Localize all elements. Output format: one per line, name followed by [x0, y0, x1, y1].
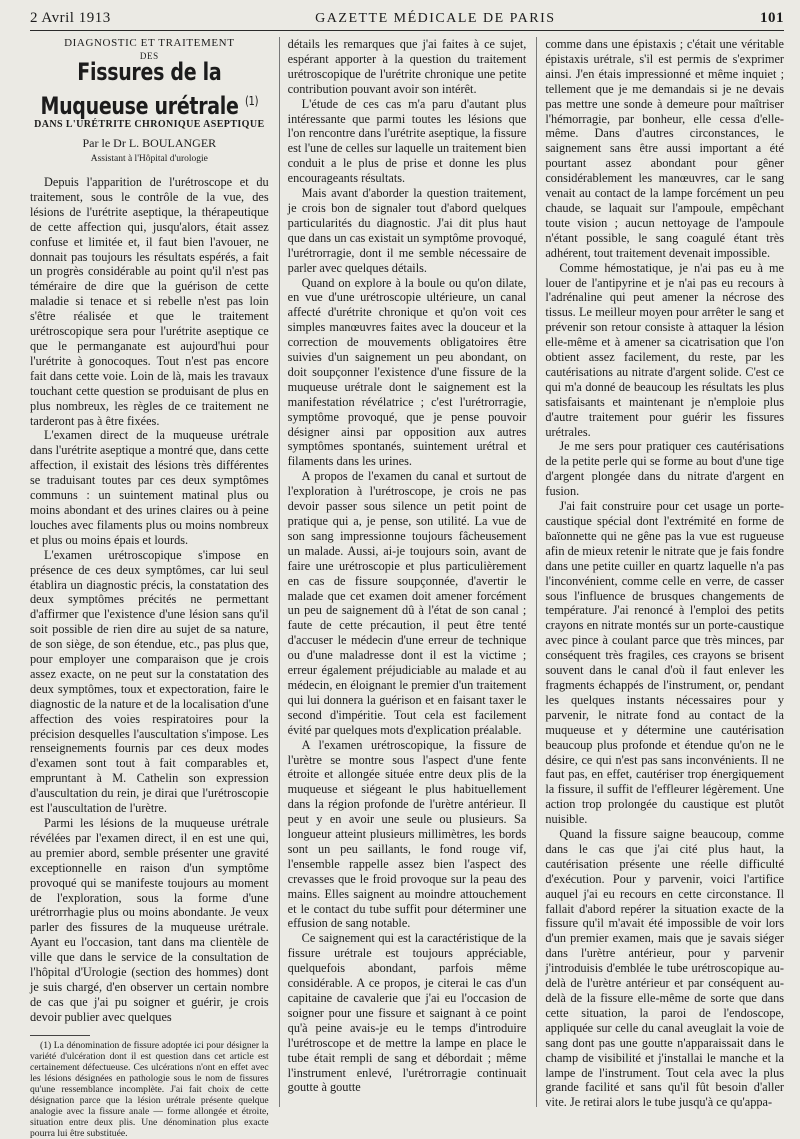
footnote-marker: (1) — [244, 94, 259, 109]
text-columns — [30, 37, 785, 1139]
paragraph: Parmi les lésions de la muqueuse urétrale révélées par l'examen direct, il en est une qui, au premier abord, semble présenter une gravité exceptionnelle en raison d'un symptôme provoqué qui se manifeste toujours au moment de l'exploration, sous la forme d'une urétrorrhagie plus ou moins abondante. Je veux parler des fissures de la muqueuse urétrale. Ayant eu l'occasion, tant dans ma clientèle de ville que dans le service de la consultation de l'hôpital d'Urologie (section des hommes) dont je suis chargé, d'en observer un certain nombre de cas que j'ai pu soigner et guérir, je crois devoir publier avec quelques — [30, 816, 269, 1024]
paragraph: Je me sers pour pratiquer ces cautérisations de la petite perle qui se forme au bout d'une tige d'argent plongée dans du nitrate d'argent en fusion. — [545, 439, 785, 499]
article-subtitle: DANS L'URÉTRITE CHRONIQUE ASEPTIQUE — [34, 119, 265, 131]
footnote-rule — [30, 1035, 90, 1036]
paragraph: comme dans une épistaxis ; c'était une véritable épistaxis urétrale, s'il est permis de s'exprimer ainsi. J'en étais impressionné et même inquiet ; tellement que je me demandais si je ne devais pas mettre une sonde à demeure pour maîtriser l'hémorragie, par bonheur, elle cessa d'elle-même. Dans d'autres circonstances, le saignement sans être aussi important a été pourtant assez abondant pour gêner considérablement les manœuvres, car le sang venait au contact de la lampe forcément un peu chaude, se laquait sur l'ampoule, empêchant toute vision ; aucun nettoyage de l'ampoule n'étant possible, le sang coagulé étant très adhérent, tout traitement devenait impossible. — [545, 37, 785, 260]
paragraph: J'ai fait construire pour cet usage un porte-caustique spécial dont l'extrémité en forme de baïonnette qui ne gêne pas la vue est rugueuse afin de mieux retenir le nitrate que je fais fondre dans une petite cuiller en quartz laquelle n'a pas l'inconvénient, comme celle en verre, de casser sous l'influence de brusques changements de température. J'ai renoncé à l'emploi des petits crayons en nitrate montés sur un porte-caustique avec pince à coulant parce que très minces, par conséquent très fragiles, ces crayons se brisent souvent dans le canal d'où il faut enlever les fragments échappés de l'instrument, or, pendant les quelques instants nécessaires pour y parvenir, le nitrate fond au contact de la muqueuse et y détermine une cautérisation beaucoup plus profonde et étendue qu'on ne le désire, ce qui n'est pas sans inconvénients. Il ne faut pas, en effet, cautériser trop énergiquement la fissure, il suffit de l'effleurer légèrement. Une action trop prolongée du caustique est plutôt nuisible. — [545, 499, 785, 827]
paragraph: L'examen urétroscopique s'impose en présence de ces deux symptômes, car lui seul établira un diagnostic précis, la constatation des deux symptômes précités ne permettant d'affirmer que l'existence d'une lésion sans qu'il soit possible de rien dire au sujet de sa nature, de son siège, de son étendue, etc., pas plus que, pour employer une comparaison que je crois assez exacte, on ne peut sur la constatation des deux symptômes, toux et expectoration, faire le diagnostic de la nature et de la localisation d'une affection des voies respiratoires pour la précision desquelles l'auscultation s'impose. Les renseignements fournis par ces deux modes d'examen sont tout à fait comparables et, empruntant à M. Cathelin son expression d'auscultation du rein, je dirai que l'urétroscopie est l'auscultation de l'urètre. — [30, 547, 269, 816]
paragraph: Mais avant d'aborder la question traitement, je crois bon de signaler tout d'abord quelques particularités du diagnostic. J'ai dit plus haut que dans un cas existait un symptôme provoqué, l'urétrorragie, dont il me semble nécessaire de parler avec quelques détails. — [287, 186, 527, 275]
footnote: (1) La dénomination de fissure adoptée ici pour désigner la variété d'ulcération dont il est question dans cet article est certainement défectueuse. Ces ulcérations n'ont en effet avec les lésions désignées en pathologie sous le nom de fissures qu'une ressemblance incomplète. J'ai fait choix de cette désignation parce que la lésion urétrale présente quelque analogie avec la fissure anale — forme allongée et étroite, situation entre deux plis. Une dénomination plus exacte pourra lui être substituée. — [30, 1039, 269, 1139]
column-right — [536, 37, 785, 1110]
article-title: Fissures de la Muqueuse urétrale $^{(1)}$ — [40, 58, 259, 121]
issue-date: 2 Avril 1913 — [30, 10, 111, 26]
paragraph: Quand on explore à la boule ou qu'on dilate, en vue d'une urétroscopie ultérieure, un canal affecté d'urétrite chronique et qu'on voit ces simples manœuvres faites avec la douceur et la correction de mouvements obligatoires être suivies d'un saignement un peu abondant, on doit soupçonner l'existence d'une fissure de la muqueuse urétrale dont le saignement est la manifestation révélatrice ; c'est l'urétrorragie, symptôme provoqué, que je pense pouvoir désigner ainsi par opposition aux autres symptômes spontanés, suintement urétral et filaments dans les urines. — [287, 275, 527, 469]
paragraph: Quand la fissure saigne beaucoup, comme dans le cas que j'ai cité plus haut, la cautérisation présente une réelle difficulté d'exécution. Pour y parvenir, voici l'artifice auquel j'ai eu recours en cette circonstance. Il fallait d'abord repérer la situation exacte de la fissure qu'il m'avait été impossible de voir lors d'un premier examen, mais que je savais siéger dans l'urètre antérieur, pour y parvenir j'introduisis d'emblée le tube urétroscopique au-delà de l'urètre antérieur et par conséquent au-delà de la fissure elle-même de sorte que dans cette situation, la paroi de l'endoscope, appliquée sur celle du canal aveuglait la voie de sang dont pas une goutte n'apparaissait dans le champ de visibilité et j'installai le manche et la lampe de l'instrument. Tout cela avec la plus grande facilité et sans qu'il fût besoin d'aller vite. Je retirai alors le tube jusqu'à ce qu'appa- — [545, 827, 785, 1110]
column-left — [30, 37, 269, 1139]
journal-title: GAZETTE MÉDICALE DE PARIS — [315, 11, 556, 26]
author-byline: Par le Dr L. BOULANGER — [82, 136, 217, 151]
paragraph: A propos de l'examen du canal et surtout de l'exploration à l'urétroscope, je crois ne pas devoir passer sous silence un petit point de pratique qui a, je pense, son utilité. La vue de son sang impressionne toujours fâcheusement un malade. Aussi, ai-je toujours soin, avant de faire une urétroscopie et plus particulièrement en cas de fissure soupçonnée, d'avertir le malade que cet examen doit amener forcément un peu de saignement dû à l'état de son canal ; faute de cette précaution, il peut être tenté d'accuser le médecin d'une erreur de technique ou d'une maladresse dont il est la victime ; erreur également préjudiciable au malade et au médecin, en éloignant le premier d'un traitement qui lui donnera la guérison et en faisant taxer le second d'impéritie. Tout cela est facilement évité par quelques mots d'explication préalable. — [287, 469, 527, 737]
running-head — [30, 10, 784, 31]
paragraph: Depuis l'apparition de l'urétroscope et du traitement, sous le contrôle de la vue, des lésions de l'urétrite aseptique, la thérapeutique de cette affection qui, jusqu'alors, était assez confuse et limitée et, il faut bien l'avouer, ne donnait pas toujours les résultats espérés, a fait un progrès considérable au point qu'il n'est pas téméraire de dire que la guérison de cette maladie si tenace et si rebelle n'est pas loin s'être réalisée et que le traitement urétroscopique sera pour l'urétrite aseptique ce que le permanganate est aujourd'hui pour l'urétrite à gonocoques. Tout n'est pas encore fait dans cette voie. Loin de là, mais les travaux touchant cette question se produisant de plus en plus nombreux, les règles de ce traitement ne tarderont pas à être fixées. — [30, 175, 269, 428]
article-kicker: DIAGNOSTIC ET TRAITEMENT DES — [64, 37, 235, 61]
paragraph: L'examen direct de la muqueuse urétrale dans l'urétrite aseptique a montré que, dans cette affection, il existait des lésions très différentes se traduisant toutes par ces deux symptômes communs : un suintement matinal plus ou moins abondant et des urines claires ou à peine louches avec filaments plus ou moins nombreux et plus ou moins épais et lourds. — [30, 428, 269, 547]
article-heading — [30, 37, 269, 167]
paragraph: L'étude de ces cas m'a paru d'autant plus intéressante que parmi toutes les lésions que l'on rencontre dans l'urétrite aseptique, la fissure est l'une de celles sur laquelle un traitement bien conduit a le plus de prise et donne les plus encourageants résultats. — [287, 96, 527, 186]
paragraph: Comme hémostatique, je n'ai pas eu à me louer de l'antipyrine et je n'ai pas eu recours à l'adrénaline qui peut amener la nécrose des tissus. Le meilleur moyen pour arrêter le sang et prévenir son retour consiste à attaquer la lésion elle-même et à amener sa cicatrisation que l'on obtient assez facilement, du reste, par les cautérisations au nitrate d'argent solide. C'est ce qui m'a donné de beaucoup les résultats les plus satisfaisants et maintenant je n'emploie plus d'autre traitement pour guérir les fissures urétrales. — [545, 260, 785, 439]
author-affiliation: Assistant à l'Hôpital d'urologie — [90, 154, 208, 165]
paragraph: détails les remarques que j'ai faites à ce sujet, espérant apporter à la question du traitement urétroscopique de l'urétrite chronique une petite contribution pouvant avoir son intérêt. — [287, 37, 527, 96]
paragraph: Ce saignement qui est la caractéristique de la fissure urétrale est toujours appréciable, quelquefois abondant, parfois même considérable. A ce propos, je citerai le cas d'un capitaine de cavalerie que j'ai eu l'occasion de soigner pour une fissure et saignant à ce point qu'à peine avais-je eu le temps d'introduire l'urétroscope et de mettre la lampe en place le tube était rempli de sang et débordait ; même l'instrument enlevé, l'urétrorragie continuait goutte à goutte — [287, 931, 527, 1095]
column-middle — [279, 37, 527, 1107]
paragraph: A l'examen urétroscopique, la fissure de l'urètre se montre sous l'aspect d'une fente étroite et allongée située entre deux plis de la muqueuse et siégeant le plus habituellement dans la région profonde de l'urètre antérieur. Il peut y en avoir une seule ou plusieurs. Sa longueur atteint plusieurs millimètres, les bords sont un peu saillants, le fond rouge vif, l'ensemble rappelle assez bien l'aspect des crevasses que le froid provoque sur la peau des mains. Elles saignent au moindre attouchement et le contact du tube suffit pour déterminer une effusion de sang notable. — [287, 737, 527, 931]
page-number: 101 — [759, 10, 784, 26]
